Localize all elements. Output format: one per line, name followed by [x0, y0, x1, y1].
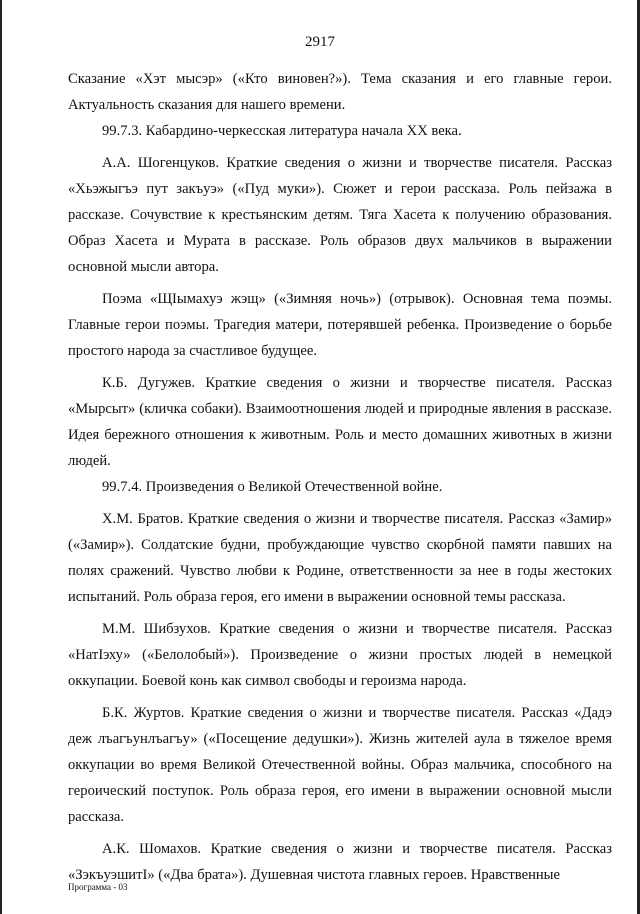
- paragraph-shibzukhov: М.М. Шибзухов. Краткие сведения о жизни и творчестве писателя. Рассказ «НатIэху» («Белолобый»). Произведение о жизни простых людей в немецкой оккупации. Боевой конь как символ свободы и героизма народа.: [68, 621, 612, 689]
- scan-left-border: [0, 0, 2, 914]
- section-heading-99-7-3: 99.7.3. Кабардино-черкесская литература начала XX века.: [102, 123, 462, 139]
- paragraph-bratov: Х.М. Братов. Краткие сведения о жизни и творчестве писателя. Рассказ «Замир» («Замир»). Солдатские будни, пробуждающие чувство скорбной памяти павших на полях сражений. Чувство любви к Родине, ответственности за нее в годы жестоких испытаний. Роль образа героя, его имени в выражении основной темы рассказа.: [68, 511, 612, 605]
- page-number: 2917: [305, 34, 335, 50]
- paragraph-zhurtov: Б.К. Журтов. Краткие сведения о жизни и творчестве писателя. Рассказ «Дадэ деж лъагъунлъагъу» («Посещение дедушки»). Жизнь жителей аула в тяжелое время оккупации во время Великой Отечественной войны. Образ мальчика, способного на героический поступок. Роль образа героя, его имени в выражении основной мысли рассказа.: [68, 705, 612, 825]
- paragraph-poem-winter-night: Поэма «ЩIымахуэ жэщ» («Зимняя ночь») (отрывок). Основная тема поэмы. Главные герои поэмы. Трагедия матери, потерявшей ребенка. Произведение о борьбе простого народа за счастливое будущее.: [68, 291, 612, 359]
- footer-program-label: Программа - 03: [68, 882, 128, 892]
- paragraph-legend-khet-myser: Сказание «Хэт мысэр» («Кто виновен?»). Тема сказания и его главные герои. Актуальность сказания для нашего времени.: [68, 71, 612, 113]
- section-heading-99-7-4: 99.7.4. Произведения о Великой Отечественной войне.: [102, 479, 443, 495]
- paragraph-shomakhov: А.К. Шомахов. Краткие сведения о жизни и творчестве писателя. Рассказ «ЗэкъуэшитI» («Два брата»). Душевная чистота главных героев. Нравственные: [68, 841, 612, 883]
- paragraph-shogentsukov: А.А. Шогенцуков. Краткие сведения о жизни и творчестве писателя. Рассказ «Хьэжыгъэ пут закъуэ» («Пуд муки»). Сюжет и герои рассказа. Роль пейзажа в рассказе. Сочувствие к крестьянским детям. Тяга Хасета к получению образования. Образ Хасета и Мурата в рассказе. Роль образов двух мальчиков в выражении основной мысли автора.: [68, 155, 612, 275]
- paragraph-duguzhev: К.Б. Дугужев. Краткие сведения о жизни и творчестве писателя. Рассказ «Мырсыт» (кличка собаки). Взаимоотношения людей и природные явления в рассказе. Идея бережного отношения к животным. Роль и место домашних животных в жизни людей.: [68, 375, 612, 469]
- document-body: [68, 66, 612, 888]
